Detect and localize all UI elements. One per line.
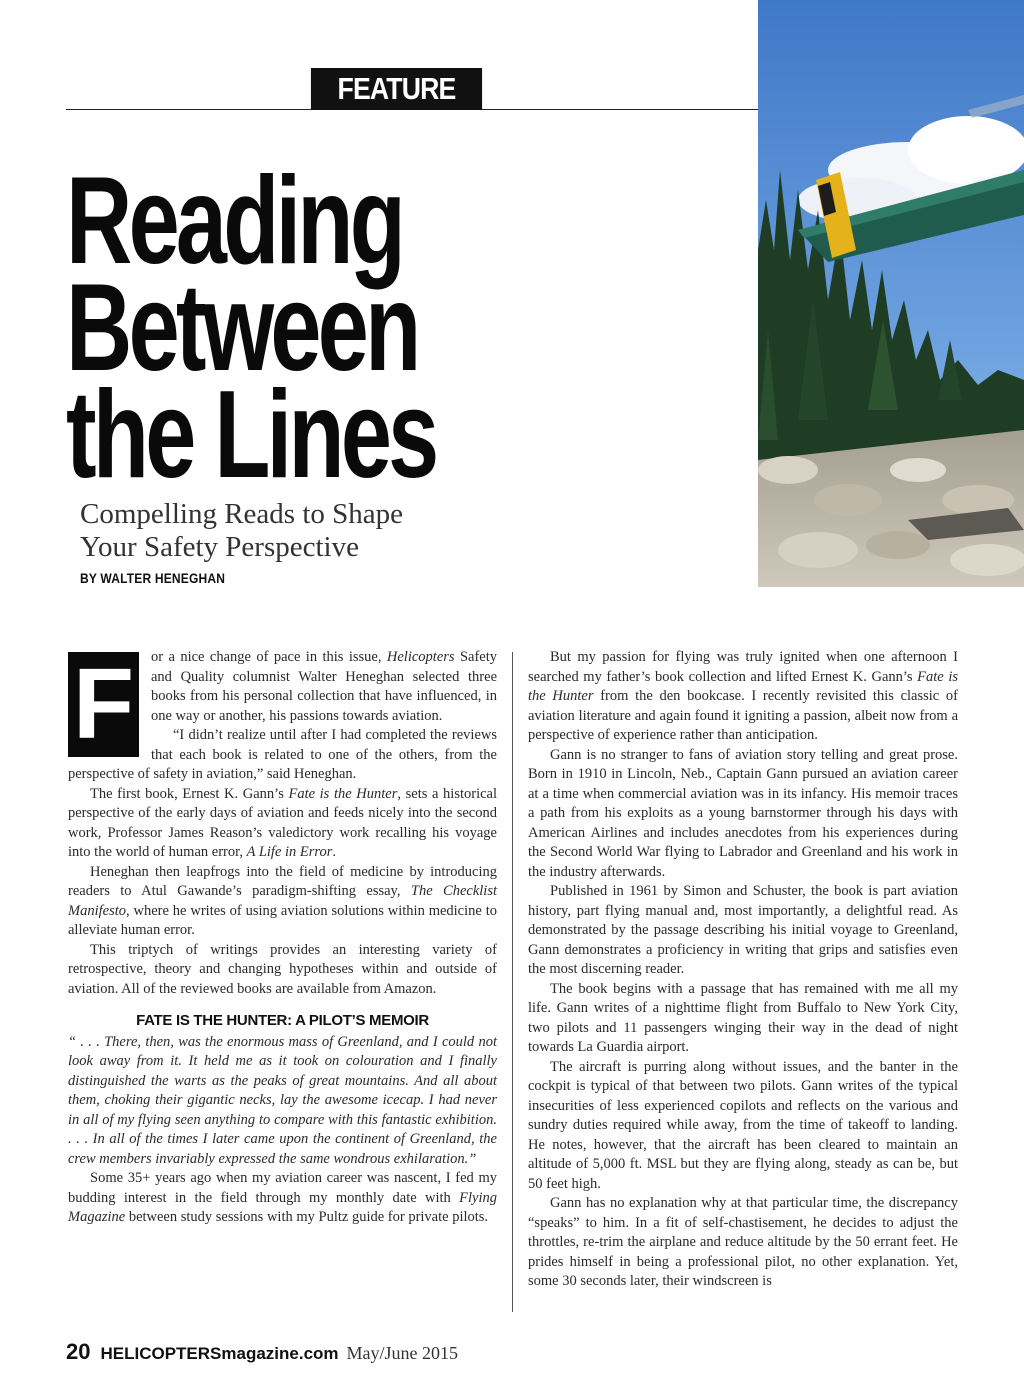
title-line-2: Between xyxy=(66,259,418,397)
text-run: , sets a historical perspective of the early days of aviation and feeds nicely into the second work, Professor James Reason’s valedictory work recalling his voyage into the world of human error, xyxy=(68,785,497,860)
text-run: Safety and Quality columnist Walter Heneghan selected three books from his personal collection that have influenced, in one way or another, his passions towards aviation. xyxy=(151,649,497,724)
byline: BY WALTER HENEGHAN xyxy=(80,570,226,586)
feature-photo xyxy=(758,0,1024,587)
paragraph xyxy=(68,863,497,941)
text-run: The first book, Ernest K. Gann’s xyxy=(90,785,289,802)
paragraph xyxy=(68,1169,497,1228)
paragraph: The book begins with a passage that has remained with me all my life. Gann writes of a nighttime flight from Buffalo to New York City, two pilots and 11 passengers winging their way in the dead of night towards La Guardia airport. xyxy=(528,980,958,1055)
title-line-1: Reading xyxy=(66,152,403,290)
page-number: 20 xyxy=(66,1339,91,1364)
text-run: from the den bookcase. I recently revisited this classic of aviation literature and again found it igniting a passion, albeit now from a perspective of experience rather than anticipation. xyxy=(528,688,959,743)
text-run: But my passion for flying was truly ignited when one afternoon I searched my father’s book collection and lifted Ernest K. Gann’s xyxy=(528,649,958,685)
book-title: Fate is the Hunter xyxy=(288,785,398,802)
title-line-3: the Lines xyxy=(66,366,436,504)
article-subtitle xyxy=(80,498,500,564)
page-footer xyxy=(66,1339,458,1365)
text-run: Heneghan then leapfrogs into the field of medicine by introducing readers to Atul Gawande’s paradigm-shifting essay, xyxy=(68,863,497,899)
text-run: or a nice change of pace in this issue, xyxy=(151,649,387,665)
section-label: FEATURE xyxy=(311,68,482,110)
magazine-website: HELICOPTERSmagazine.com xyxy=(100,1344,339,1363)
paragraph: This triptych of writings provides an interesting variety of retrospective, theory and changing hypotheses within and outside of aviation. All of the reviewed books are available from Amazon. xyxy=(68,941,497,997)
helicopter-landscape-image xyxy=(758,0,1024,587)
paragraph: “I didn’t realize until after I had completed the reviews that each book is related to one of the others, from the perspective of safety in aviation,” said Heneghan. xyxy=(68,727,497,782)
magazine-name: Flying Magazine xyxy=(68,1189,497,1225)
paragraph xyxy=(68,785,497,863)
subtitle-line-2: Your Safety Perspective xyxy=(80,531,359,563)
text-run: Some 35+ years ago when my aviation career was nascent, I fed my budding interest in the field through my monthly date with xyxy=(68,1170,497,1206)
article-title xyxy=(66,152,536,504)
text-run: , where he writes of using aviation solutions within medicine to alleviate human error. xyxy=(68,902,497,938)
book-title: Fate is the Hunter xyxy=(528,668,958,704)
article-column-left xyxy=(68,648,497,1228)
book-quote: “ . . . There, then, was the enormous mass of Greenland, and I could not look away from it. It held me as it took on colouration and I finally distinguished the warts as the peaks of great mountains. And all about them, choking their gigantic necks, lay the awesome icecap. I had never in all of my flying seen anything to compare with this fantastic exhibition. . . . In all of the times I later came upon the continent of Greenland, the crew members invariably expressed the same wondrous exhilaration.” xyxy=(68,1033,497,1167)
text-run: between study sessions with my Pultz guide for private pilots. xyxy=(125,1209,489,1225)
subtitle-line-1: Compelling Reads to Shape xyxy=(80,498,403,530)
paragraph: Gann has no explanation why at that particular time, the discrepancy “speaks” to him. In a fit of self-chastisement, he decides to adjust the throttles, re-trim the airplane and reduce altitude by the 50 errant feet. He prides himself in being a professional pilot, no other explanation. Yet, some 30 seconds later, their windscreen is xyxy=(528,1195,958,1289)
book-title: A Life in Error xyxy=(246,844,333,860)
paragraph xyxy=(528,648,958,746)
paragraph: Gann is no stranger to fans of aviation story telling and great prose. Born in 1910 in Lincoln, Neb., Captain Gann pursued an aviation career at a time when commercial aviation was in its infancy. His memoir traces a path from his exploits as a young barnstormer through his days with American Airlines and includes anecdotes from his experiences during the Second World War flying to Labrador and Greenland and his work in the industry afterwards. xyxy=(528,746,958,880)
paragraph: Published in 1961 by Simon and Schuster, the book is part aviation history, part flying manual and, most importantly, a delightful read. As demonstrated by the passage describing his initial voyage to Greenland, Gann demonstrates a proficiency in writing that grips and satisfies even the most discerning reader. xyxy=(528,883,958,977)
text-run: . xyxy=(332,844,337,860)
article-column-right xyxy=(528,648,958,1292)
drop-cap: F xyxy=(68,652,139,757)
magazine-name: Helicopters xyxy=(386,649,455,665)
column-divider xyxy=(512,652,513,1312)
section-heading: FATE IS THE HUNTER: A PILOT’S MEMOIR xyxy=(136,1012,429,1029)
paragraph: The aircraft is purring along without issues, and the banter in the cockpit is typical of that between two pilots. Gann writes of the typical insecurities of less experienced copilots and reflects on the various and sundry duties required while away, from the time of takeoff to landing. He notes, however, that the aircraft has been cleared to maintain an altitude of 5,000 ft. MSL but they are flying along, steady as can be, but 50 feet high. xyxy=(528,1058,958,1192)
issue-date: May/June 2015 xyxy=(346,1343,459,1363)
book-title: The Checklist Manifesto xyxy=(68,883,497,919)
